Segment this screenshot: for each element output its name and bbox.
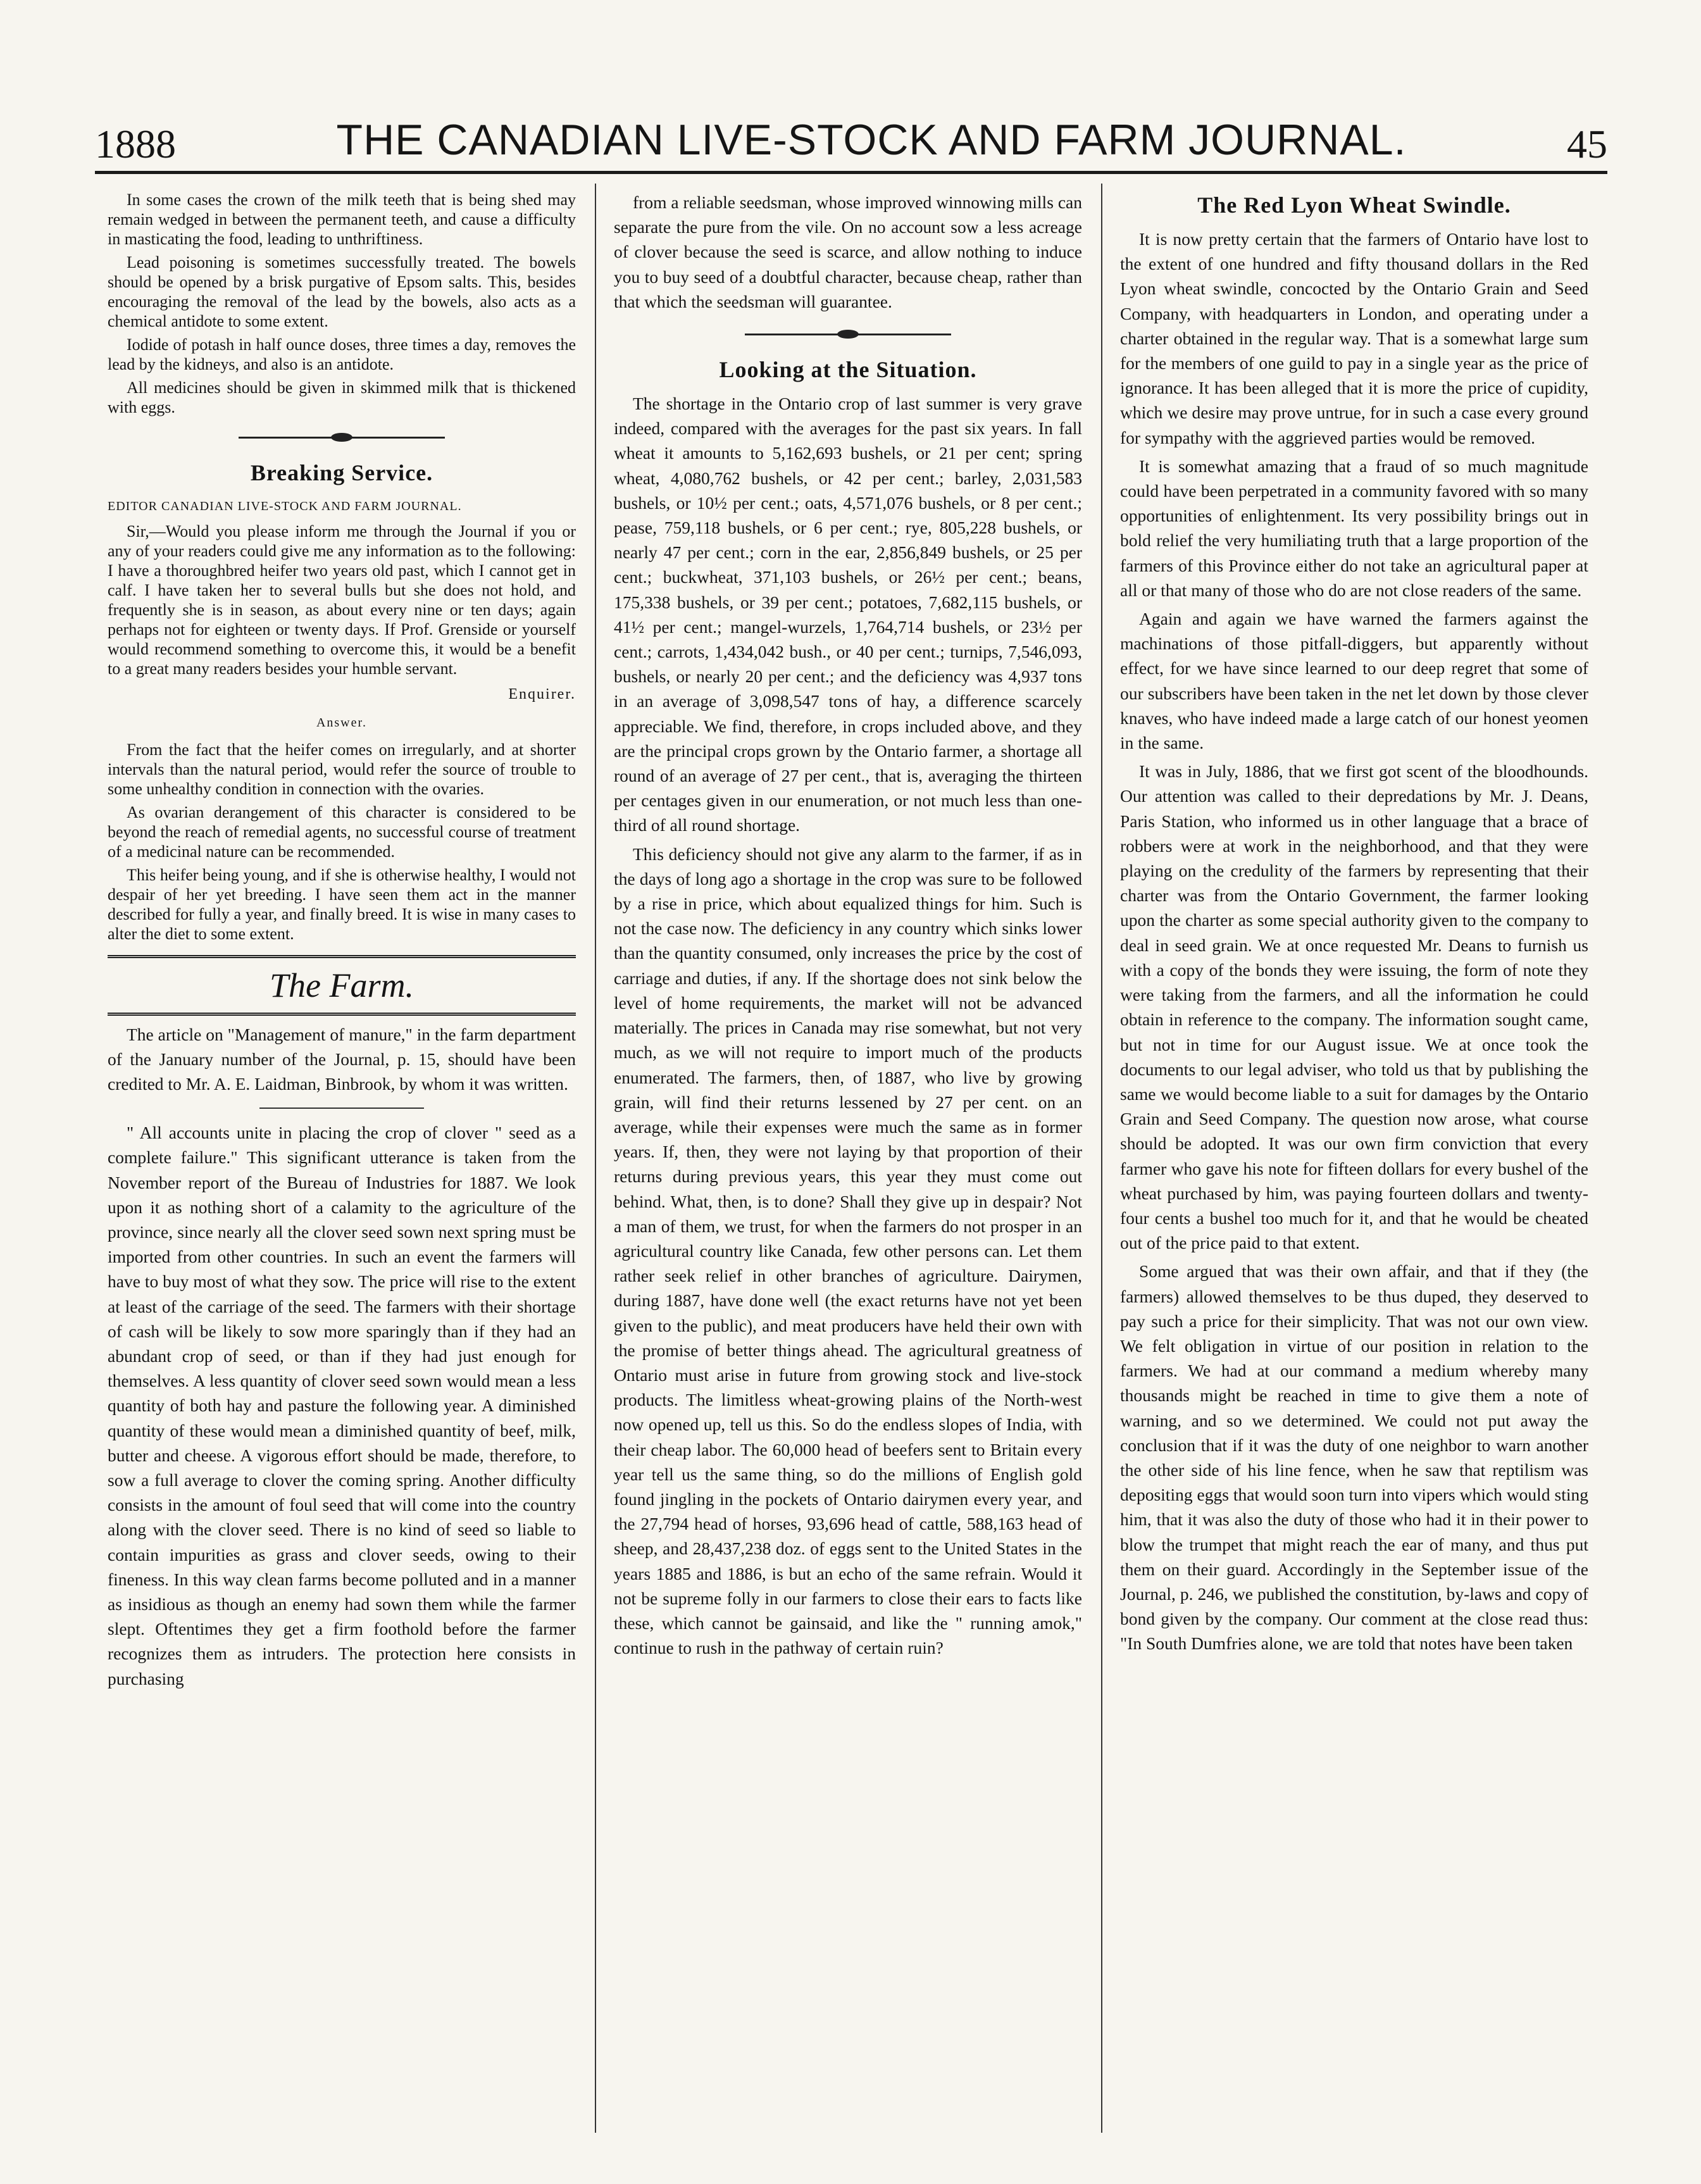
letter-addressee: EDITOR CANADIAN LIVE-STOCK AND FARM JOURNAL. — [108, 499, 462, 513]
column-divider — [1101, 184, 1102, 2133]
paragraph: In some cases the crown of the milk teeth that is being shed may remain wedged in between the permanent teeth, and cause a difficulty in masticating the food, leading to unthriftiness. — [108, 190, 576, 248]
paragraph: It is now pretty certain that the farmers of Ontario have lost to the extent of one hundred and fifty thousand dollars in the Red Lyon wheat swindle, concocted by the Ontario Grain and Seed Company, with headquarters in London, and operating under a charter obtained in the regular way. That is a somewhat large sum for the members of one guild to pay in a single year as the price of ignorance. It has been alleged that it is more the price of cupidity, which we desire may prove untrue, for in such a case every ground for sympathy with the aggrieved parties would be removed. — [1120, 229, 1588, 447]
letter-body: Sir,—Would you please inform me through the Journal if you or any of your readers could give me any information as to the following: I have a thoroughbred heifer two years old past, which I cannot get in calf. I have taken her to several bulls but she does not hold, and frequently she is in season, as about every nine or ten days; again perhaps not for eighteen or twenty days. If Prof. Grenside or yourself would recommend something to overcome this, it would be a benefit to a great many readers besides your humble servant. — [108, 522, 576, 678]
paragraph: It was in July, 1886, that we first got scent of the bloodhounds. Our attention was called to their depredations by Mr. J. Deans, Paris Station, who informed us in other language that a brace of robbers were at work in the neighborhood, and that they were playing on the credulity of the farmers by representing that their charter was from the Ontario Government, the farmer looking upon the charter as some special authority given to the company to deal in seed grain. We at once requested Mr. Deans to furnish us with a copy of the bonds they were issuing, the form of note they were taking from the farmers, and all the information he could obtain in reference to the company. The information sought came, but not in time for our August issue. We at once took the documents to our legal adviser, who told us that by publishing the same we would become liable to a suit for damages by the Ontario Grain and Seed Company. The question now arose, what course should be adopted. It was our own firm conviction that every farmer who gave his note for fifteen dollars for every bushel of the wheat purchased by him, was paying fourteen dollars and twenty-four cents a bushel too much for it, and that he would be cheated out of the price paid to that extent. — [1120, 761, 1588, 1253]
paragraph: All medicines should be given in skimmed milk that is thickened with eggs. — [108, 378, 576, 416]
paragraph: The article on "Management of manure," in the farm department of the January number of the Journal, p. 15, should have been credited to Mr. A. E. Laidman, Binbrook, by whom it was written. — [108, 1024, 576, 1094]
section-ornament — [108, 431, 576, 444]
answer-label: Answer. — [316, 716, 368, 730]
journal-title: THE CANADIAN LIVE-STOCK AND FARM JOURNAL. — [336, 116, 1407, 164]
column-divider — [595, 184, 596, 2133]
section-heading-red-lyon-wheat-swindle: The Red Lyon Wheat Swindle. — [1197, 192, 1511, 218]
column-1 — [108, 190, 576, 2126]
paragraph: Some argued that was their own affair, and that if they (the farmers) allowed themselves to be thus duped, they deserved to pay such a price for their simplicity. That was not our own view. We felt obligation in virtue of our position in relation to the farmers. We had at our command a medium whereby many thousands might be reached in time to give them a note of warning, and so we determined. We could not put away the conclusion that if it was the duty of one neighbor to warn another the other side of his line fence, when he saw that reptilism was depositing eggs that would soon turn into vipers which would sting him, that it was also the duty of those who had it in their power to blow the trumpet that might reach the ear of many, and thus put them on their guard. Accordingly in the September issue of the Journal, p. 246, we published the constitution, by-laws and copy of bond given by the company. Our comment at the close read thus: "In South Dumfries alone, we are told that notes have been taken — [1120, 1261, 1588, 1654]
letter-signature: Enquirer. — [508, 686, 576, 703]
newspaper-page — [95, 89, 1607, 2139]
paragraph: Iodide of potash in half ounce doses, three times a day, removes the lead by the kidneys, and also is an antidote. — [108, 335, 576, 373]
page-number: 45 — [1567, 122, 1607, 166]
page-header — [95, 101, 1607, 174]
column-3 — [1120, 190, 1588, 2126]
divider — [259, 1108, 424, 1109]
column-2 — [614, 190, 1082, 2126]
paragraph: From the fact that the heifer comes on irregularly, and at shorter intervals than the natural period, would refer the source of trouble to some unhealthy condition in connection with the ovaries. — [108, 740, 576, 798]
paragraph: This deficiency should not give any alarm to the farmer, if as in the days of long ago a shortage in the crop was sure to be followed by a rise in price, which about equalized things for him. Such is not the case now. The deficiency in any country which sinks lower than the quantity consumed, only increases the price by the cost of carriage and duties, if any. If the shortage does not sink below the level of home requirements, the market will not be advanced materially. The prices in Canada may rise somewhat, but not very much, as we will not require to import much of the products enumerated. The farmers, then, of 1887, who live by growing grain, will find their returns lessened by 27 per cent. on an average, while their expenses were much the same as in former years. If, then, they were not laying by that proportion of their returns during previous years, this year they must come out behind. What, then, is to done? Shall they give up in despair? Not a man of them, we trust, for when the farmers do not prosper in an agricultural country like Canada, few other persons can. Let them rather seek relief in other branches of agriculture. Dairymen, during 1887, have done well (the exact returns have not yet been given to the public), and meat producers have held their own with the promise of better things ahead. The agricultural greatness of Ontario must arise in future from growing stock and live-stock products. The limitless wheat-growing plains of the North-west now opened up, tell us this. So do the endless slopes of India, with their cheap labor. The 60,000 head of beefers sent to Britain every year tell us the same thing, so do the millions of English gold found jingling in the pockets of Ontario dairymen every year, and the 27,794 head of horses, 93,696 head of cattle, 588,163 head of sheep, and 28,437,238 doz. of eggs sent to the United States in the years 1885 and 1886, is but an echo of the same refrain. Would it not be supreme folly in our farmers to close their ears to facts like these, which cannot be gainsaid, and like the " running amok," continue to rush in the pathway of certain ruin? — [614, 844, 1082, 1658]
paragraph: " All accounts unite in placing the crop of clover " seed as a complete failure." This significant utterance is taken from the November report of the Bureau of Industries for 1887. We look upon it as nothing short of a calamity to the agriculture of the province, since nearly all the clover seed sown next spring must be imported from other countries. In such an event the farmers will have to buy most of what they sow. The price will rise to the extent at least of the carriage of the seed. The farmers with their shortage of cash will be likely to sow more sparingly than if they had an abundant crop of seed, or than if they had just enough for themselves. A less quantity of clover seed sown would mean a less quantity of both hay and pasture the following year. A diminished quantity of these would mean a diminished quantity of beef, milk, butter and cheese. A vigorous effort should be made, therefore, to sow a full average to clover the coming spring. Another difficulty consists in the amount of foul seed that will come into the country along with the clover seed. There is no kind of seed so liable to contain impurities as grass and clover seeds, owing to their fineness. In this way clean farms become polluted and in a manner as insidious as though an enemy had sown them while the farmer slept. Oftentimes they get a firm foothold before the farmer recognizes them as intruders. The protection here consists in purchasing — [108, 1123, 576, 1688]
section-heading-looking-at-the-situation: Looking at the Situation. — [719, 357, 977, 383]
paragraph: from a reliable seedsman, whose improved winnowing mills can separate the pure from the vile. On no account sow a less acreage of clover because the seed is scarce, and allow nothing to induce you to buy seed of a doubtful character, because cheap, rather than that which the seedsman will guarantee. — [614, 192, 1082, 311]
header-year: 1888 — [95, 122, 176, 166]
section-ornament — [614, 328, 1082, 340]
department-heading-the-farm: The Farm. — [108, 955, 576, 1016]
paragraph: It is somewhat amazing that a fraud of so much magnitude could have been perpetrated in a community favored with so many opportunities of enlightenment. Its very possibility brings out in bold relief the very humiliating truth that a large proportion of the farmers of this Province either do not take an agricultural paper at all or that many of those who do are not close readers of the same. — [1120, 456, 1588, 600]
paragraph: This heifer being young, and if she is otherwise healthy, I would not despair of her yet breeding. I have seen them act in the manner described for fully a year, and finally breed. It is wise in many cases to alter the diet to some extent. — [108, 865, 576, 943]
paragraph: Lead poisoning is sometimes successfully treated. The bowels should be opened by a brisk purgative of Epsom salts. This, besides encouraging the removal of the lead by the bowels, also acts as a chemical antidote to some extent. — [108, 253, 576, 330]
paragraph: Again and again we have warned the farmers against the machinations of those pitfall-diggers, but apparently without effect, for we have since learned to our deep regret that some of our subscribers have been taken in the net let down by those clever knaves, who have indeed made a large catch of our honest yeomen in the same. — [1120, 609, 1588, 753]
paragraph: The shortage in the Ontario crop of last summer is very grave indeed, compared with the averages for the past six years. In fall wheat it amounts to 5,162,693 bushels, or 21 per cent; spring wheat, 4,080,762 bushels, or 42 per cent.; barley, 2,031,583 bushels, or 10½ per cent.; oats, 4,571,076 bushels, or 8 per cent.; pease, 759,118 bushels, or 6 per cent.; rye, 805,228 bushels, or nearly 47 per cent.; corn in the ear, 2,856,849 bushels, or 25 per cent.; buckwheat, 371,103 bushels, or 26½ per cent.; beans, 175,338 bushels, or 39 per cent.; potatoes, 7,682,115 bushels, or 41½ per cent.; mangel-wurzels, 1,764,714 bushels, or 23½ per cent.; carrots, 1,434,042 bush., or 40 per cent.; turnips, 7,546,093, bushels, or nearly 20 per cent.; and the deficiency was 4,937 tons in an average of 3,098,547 tons of hay, a difference scarcely appreciable. We find, therefore, in crops included above, and they are the principal crops grown by the Ontario farmer, a shortage all round of an average of 27 per cent., that is, averaging the thirteen per centages given in our enumeration, or not much less than one-third of all round shortage. — [614, 394, 1082, 835]
paragraph: As ovarian derangement of this character is considered to be beyond the reach of remedial agents, no successful course of treatment of a medicinal nature can be recommended. — [108, 802, 576, 861]
section-heading-breaking-service: Breaking Service. — [250, 460, 433, 485]
